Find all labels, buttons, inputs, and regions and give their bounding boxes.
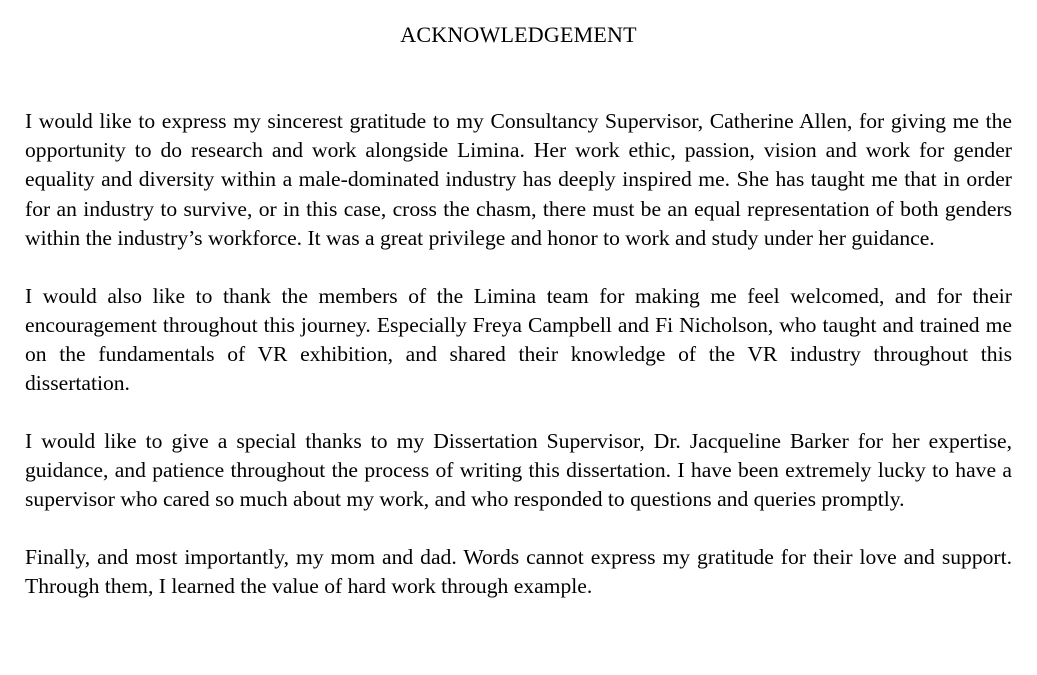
paragraph-consultancy-supervisor: I would like to express my sincerest gratitude to my Consultancy Supervisor, Catherine Allen, for giving me the opportunity to do research and work alongside Limina. Her work ethic, passion, vision and work for gender equality and diversity within a male-dominated industry has deeply inspired me. She has taught me that in order for an industry to survive, or in this case, cross the chasm, there must be an equal representation of both genders within the industry’s workforce. It was a great privilege and honor to work and study under her guidance. <box>25 109 1012 250</box>
paragraph-limina-team: I would also like to thank the members of the Limina team for making me feel welcomed, and for their encouragement throughout this journey. Especially Freya Campbell and Fi Nicholson, who taught and trained me on the fundamentals of VR exhibition, and shared their knowledge of the VR industry throughout this dissertation. <box>25 283 1012 396</box>
paragraph-dissertation-supervisor: I would like to give a special thanks to my Dissertation Supervisor, Dr. Jacqueline Barker for her expertise, guidance, and patience throughout the process of writing this dissertation. I have been extremely lucky to have a supervisor who cared so much about my work, and who responded to questions and queries promptly. <box>25 428 1012 512</box>
paragraph-parents: Finally, and most importantly, my mom and dad. Words cannot express my gratitude for their love and support. Through them, I learned the value of hard work through example. <box>25 544 1012 599</box>
document-page <box>25 0 1012 601</box>
page-title: ACKNOWLEDGEMENT <box>400 22 637 47</box>
